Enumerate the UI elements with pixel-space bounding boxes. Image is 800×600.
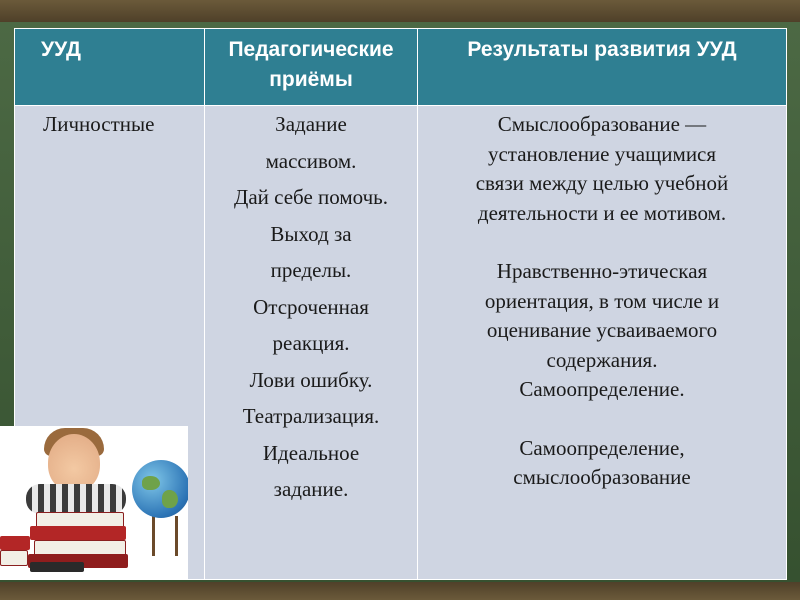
paragraph-gap [424,228,780,257]
result-line: связи между целью учебной [475,171,729,195]
uud-type-label: Личностные [43,112,155,136]
cell-results [418,106,787,580]
result-line: Самоопределение. [519,377,685,401]
result-line: деятельности и ее мотивом. [477,200,727,225]
technique-line: пределы. [270,258,352,282]
globe-land-shape [162,490,178,508]
technique-line: Дай себе помочь. [234,185,388,209]
result-line: Смыслообразование — [497,112,707,136]
result-line: смыслообразование [513,465,691,489]
technique-line: Идеальное [262,440,360,465]
result-line: Нравственно-этическая [496,259,708,283]
result-line: установление учащимися [487,141,717,166]
table-header-row [15,29,787,106]
technique-line: Задание [275,112,347,136]
book-shape [0,550,28,566]
technique-line: Выход за [270,221,352,246]
result-line: Самоопределение, [519,435,685,460]
boy-arms-shape [26,484,126,514]
cell-techniques [205,106,418,580]
technique-line: Отсроченная [253,294,369,319]
result-line: содержания. [546,347,658,372]
result-line: оценивание усваиваемого [486,318,718,342]
technique-line: реакция. [272,331,350,355]
result-line: ориентация, в том числе и [484,288,720,313]
globe-stand-shape [152,516,178,556]
paragraph-gap [424,405,780,434]
header-results: Результаты развития УУД [418,29,787,106]
header-techniques: Педагогические приёмы [205,29,418,106]
technique-line: Лови ошибку. [249,367,373,392]
boy-with-books-image [0,426,188,580]
technique-line: задание. [273,477,349,501]
keyboard-shape [30,562,84,572]
header-uud: УУД [15,29,205,106]
globe-icon [132,460,188,518]
globe-land-shape [142,476,160,490]
technique-line: Театрализация. [242,404,380,428]
technique-line: массивом. [265,148,357,173]
book-shape [0,536,30,550]
book-shape [30,526,126,540]
